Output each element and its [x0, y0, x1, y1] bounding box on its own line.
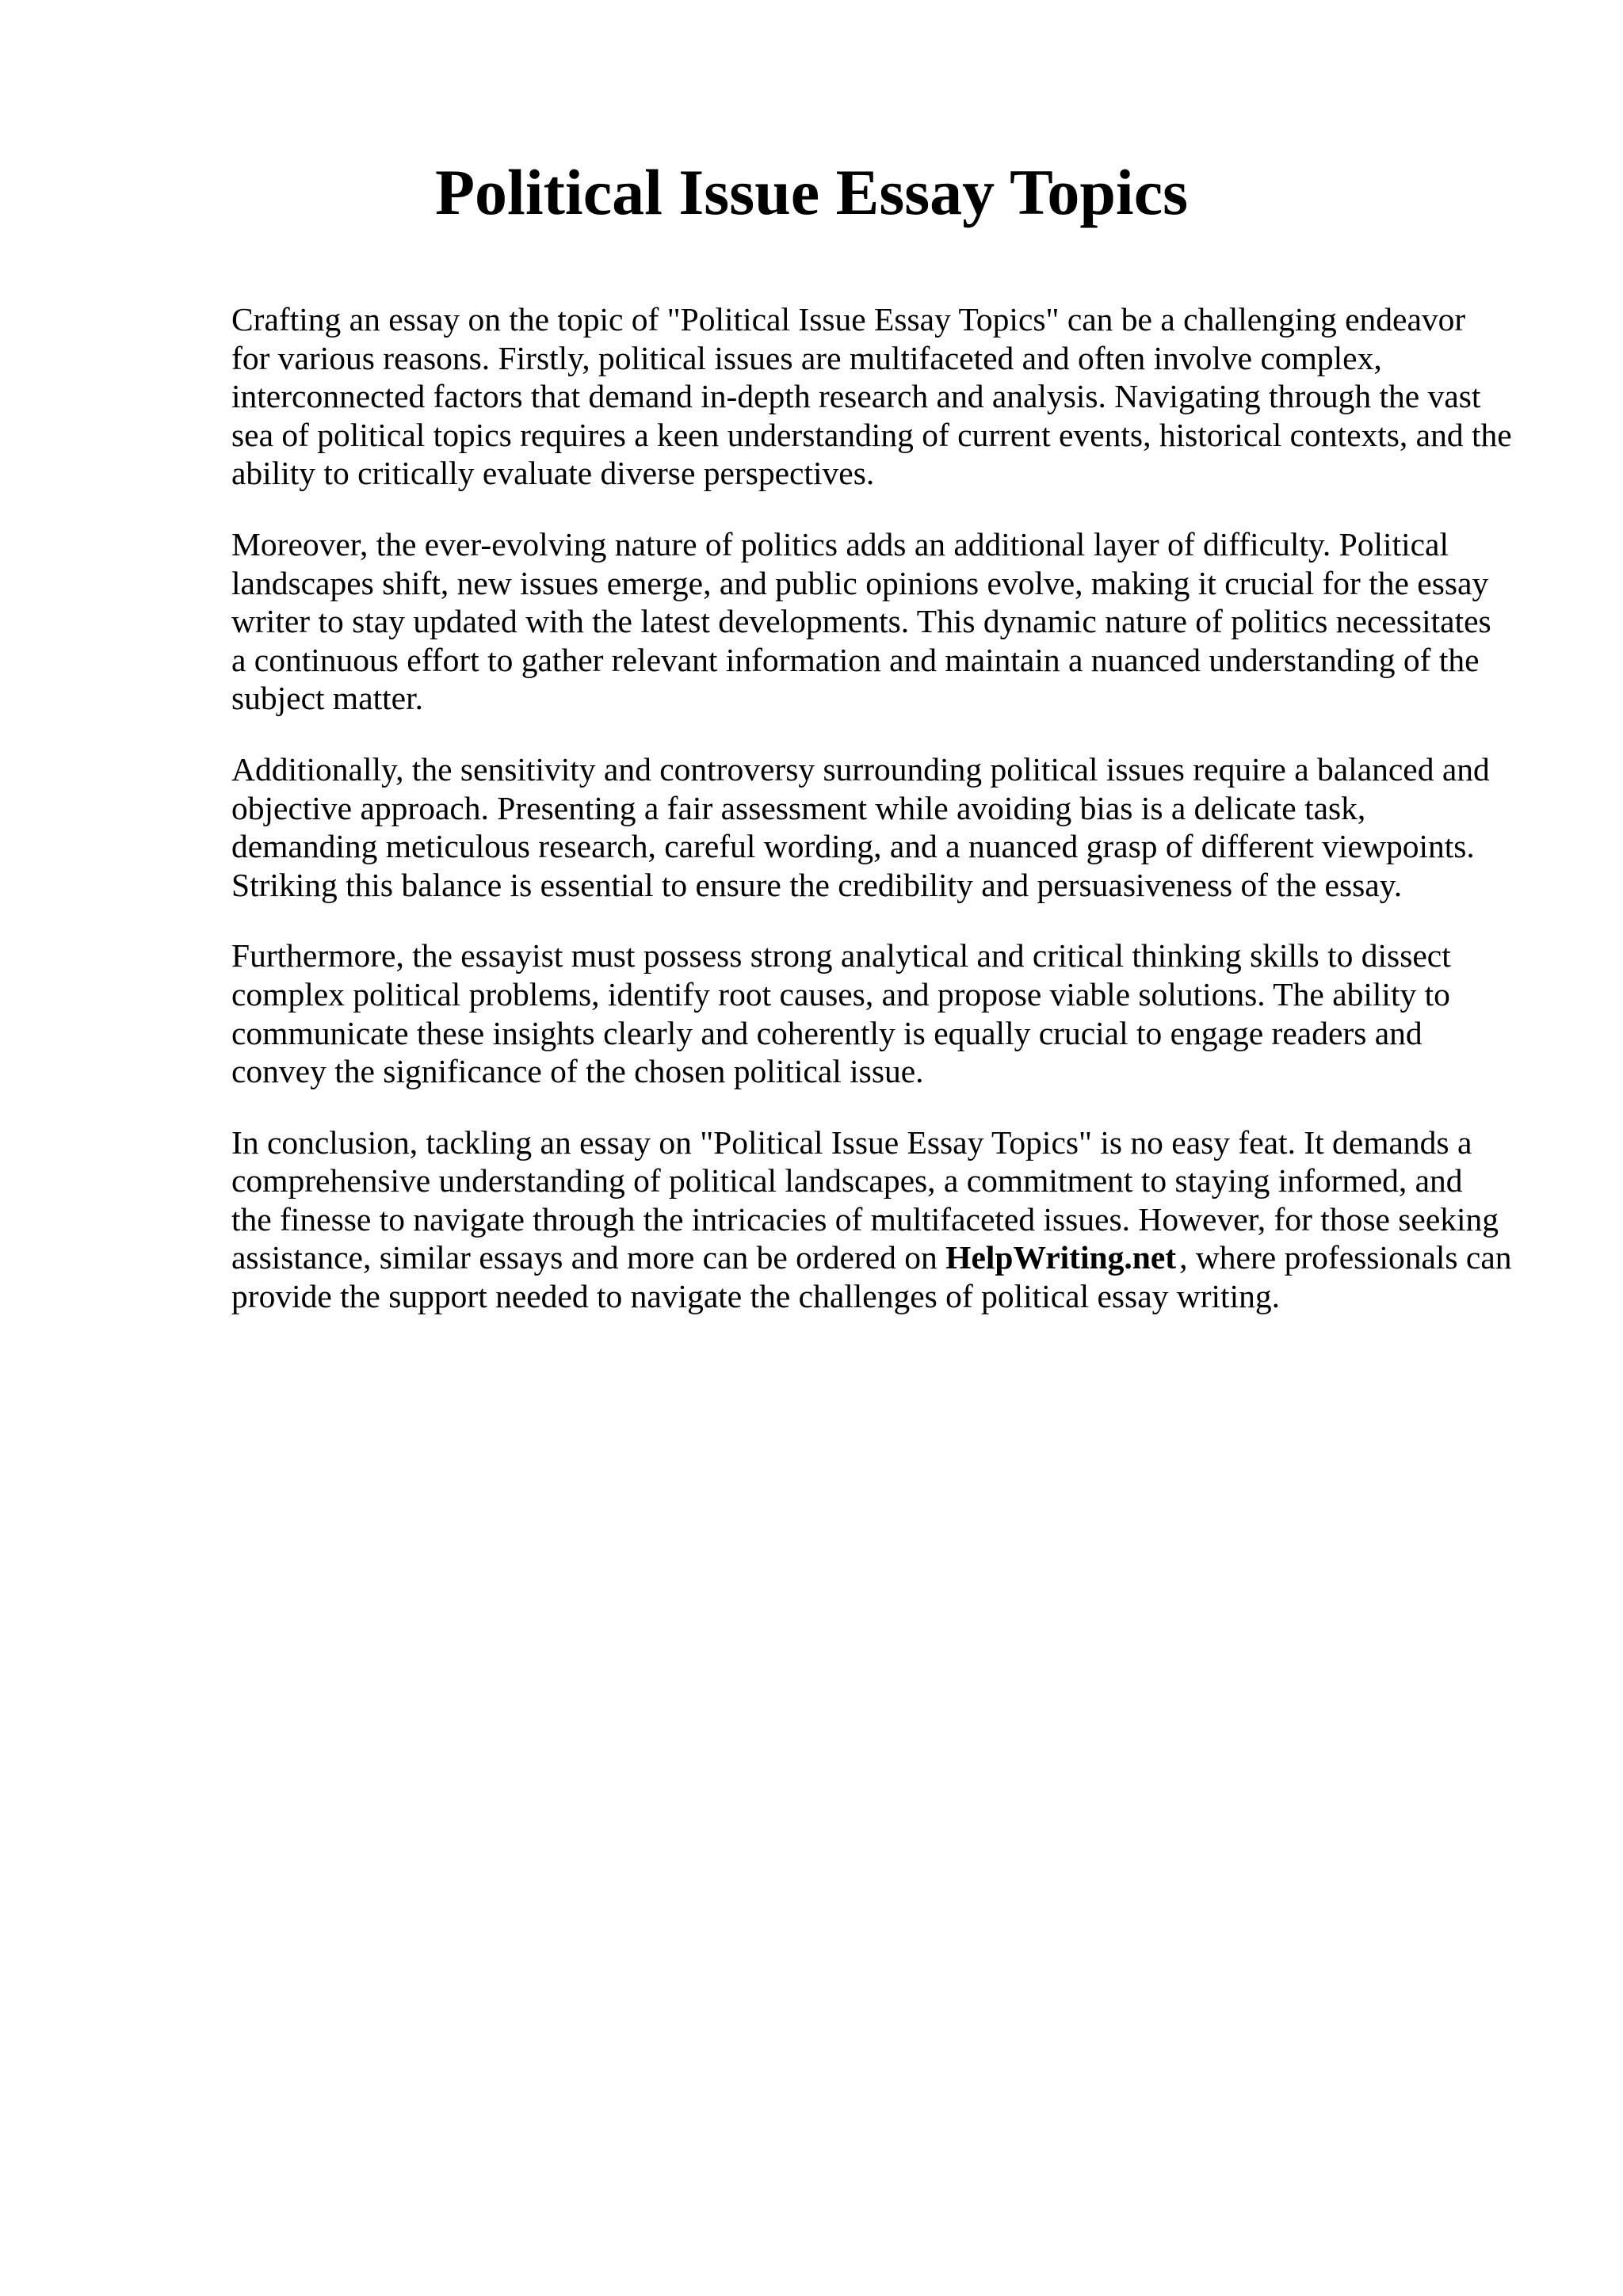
paragraph-5 — [231, 1123, 1523, 1316]
text-line: Striking this balance is essential to ensure the credibility and persuasiveness of the essay. — [231, 866, 1403, 903]
paragraph-3 — [231, 750, 1523, 904]
text-line: sea of political topics requires a keen understanding of current events, historical contexts, and the — [231, 416, 1512, 453]
text-line: subject matter. — [231, 680, 424, 717]
text-line: for various reasons. Firstly, political issues are multifaceted and often involve complex, — [231, 339, 1382, 376]
text-line: Crafting an essay on the topic of "Political Issue Essay Topics" can be a challenging endeavor — [231, 301, 1466, 338]
paragraph-2 — [231, 525, 1523, 718]
essay-body — [231, 300, 1523, 1348]
text-line: objective approach. Presenting a fair assessment while avoiding bias is a delicate task, — [231, 789, 1366, 826]
link-line-prefix: assistance, similar essays and more can be ordered on — [231, 1239, 946, 1276]
text-line: Additionally, the sensitivity and controversy surrounding political issues require a balanced and — [231, 750, 1490, 788]
text-line: interconnected factors that demand in-depth research and analysis. Navigating through the vast — [231, 378, 1481, 415]
paragraph-4 — [231, 936, 1523, 1090]
text-line: complex political problems, identify root causes, and propose viable solutions. The ability to — [231, 975, 1450, 1013]
text-line: In conclusion, tackling an essay on "Political Issue Essay Topics" is no easy feat. It demands a — [231, 1123, 1472, 1161]
text-line: Moreover, the ever-evolving nature of politics adds an additional layer of difficulty. Political — [231, 525, 1449, 563]
text-line: comprehensive understanding of political landscapes, a commitment to staying informed, and — [231, 1162, 1463, 1199]
page-title: Political Issue Essay Topics — [434, 156, 1189, 228]
helpwriting-link[interactable]: HelpWriting.net — [945, 1239, 1177, 1276]
link-line-suffix: , where professionals can — [1179, 1239, 1512, 1276]
paragraph-1 — [231, 300, 1523, 493]
text-line: Furthermore, the essayist must possess strong analytical and critical thinking skills to dissect — [231, 937, 1451, 974]
text-line: the finesse to navigate through the intricacies of multifaceted issues. However, for those seeking — [231, 1200, 1499, 1238]
text-line: writer to stay updated with the latest developments. This dynamic nature of politics necessitates — [231, 603, 1491, 640]
text-line: ability to critically evaluate diverse perspectives. — [231, 455, 875, 492]
text-line: landscapes shift, new issues emerge, and public opinions evolve, making it crucial for the essay — [231, 564, 1489, 601]
text-line: demanding meticulous research, careful wording, and a nuanced grasp of different viewpoints. — [231, 828, 1475, 865]
text-line-with-link — [231, 1238, 1523, 1277]
text-line: provide the support needed to navigate the challenges of political essay writing. — [231, 1278, 1280, 1315]
text-line: communicate these insights clearly and coherently is equally crucial to engage readers and — [231, 1014, 1423, 1051]
text-line: a continuous effort to gather relevant information and maintain a nuanced understanding of the — [231, 641, 1480, 678]
text-line: convey the significance of the chosen political issue. — [231, 1053, 924, 1090]
